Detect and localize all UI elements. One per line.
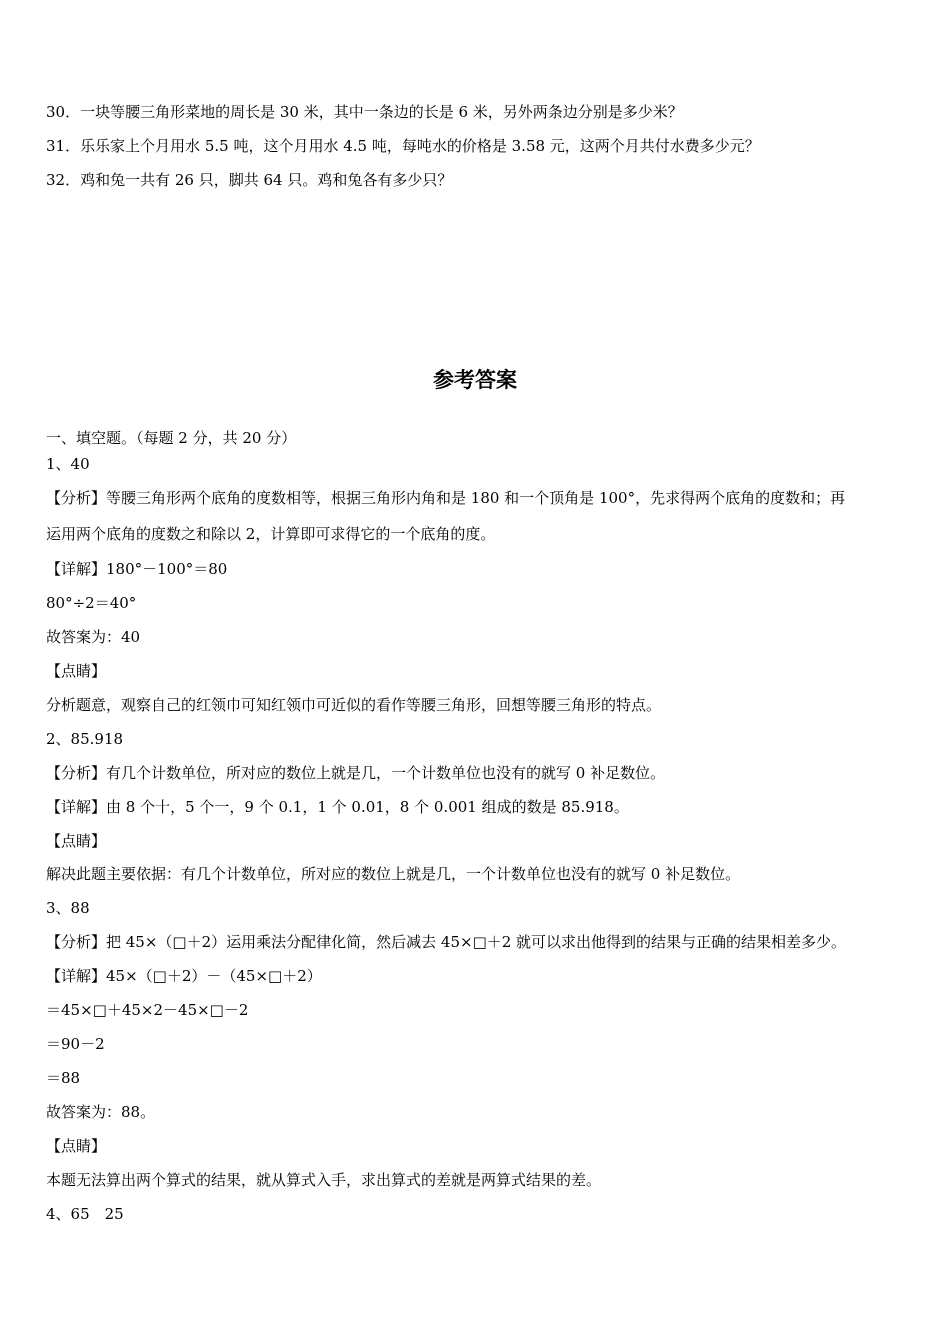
answer-3-detail-line-2: ＝45×□＋45×2－45×□－2 [46,1001,249,1019]
answer-1-conclusion: 故答案为：40 [46,628,141,646]
answer-2-remark-label: 【点睛】 [46,832,107,850]
answer-3-number: 3、88 [46,899,90,917]
answer-1-remark-label: 【点睛】 [46,662,107,680]
answer-3-remark-label: 【点睛】 [46,1137,107,1155]
answer-4-number: 4、65 25 [46,1205,124,1223]
answer-3-analysis: 【分析】把 45×（□＋2）运用乘法分配律化简，然后减去 45×□＋2 就可以求出他得到的结果与正确的结果相差多少。 [46,933,847,951]
answer-3-detail-line-4: ＝88 [46,1069,81,1087]
answer-1-detail-line-2: 80°÷2＝40° [46,594,137,612]
answer-1-remark: 分析题意，观察自己的红领巾可知红领巾可近似的看作等腰三角形，回想等腰三角形的特点。 [46,696,662,714]
question-30: 30．一块等腰三角形菜地的周长是 30 米，其中一条边的长是 6 米，另外两条边分别是多少米？ [46,103,683,121]
answers-title: 参考答案 [433,368,517,392]
question-31: 31．乐乐家上个月用水 5.5 吨，这个月用水 4.5 吨，每吨水的价格是 3.58 元，这两个月共付水费多少元？ [46,137,760,155]
section-heading: 一、填空题。（每题 2 分，共 20 分） [46,429,297,447]
answer-1-number: 1、40 [46,455,90,473]
answer-2-remark: 解决此题主要依据：有几个计数单位，所对应的数位上就是几，一个计数单位也没有的就写 0 补足数位。 [46,865,741,883]
answer-2-detail: 【详解】由 8 个十，5 个一，9 个 0.1，1 个 0.01，8 个 0.001 组成的数是 85.918。 [46,798,629,816]
answer-2-analysis: 【分析】有几个计数单位，所对应的数位上就是几，一个计数单位也没有的就写 0 补足数位。 [46,764,666,782]
question-32: 32．鸡和兔一共有 26 只，脚共 64 只。鸡和兔各有多少只？ [46,171,453,189]
answer-3-detail-line-3: ＝90－2 [46,1035,105,1053]
answer-3-detail-line-1: 【详解】45×（□＋2）－（45×□＋2） [46,967,322,985]
answer-1-analysis-line-2: 运用两个底角的度数之和除以 2，计算即可求得它的一个底角的度。 [46,525,496,543]
answer-3-conclusion: 故答案为：88。 [46,1103,156,1121]
answer-3-remark: 本题无法算出两个算式的结果，就从算式入手，求出算式的差就是两算式结果的差。 [46,1171,602,1189]
answer-1-detail-line-1: 【详解】180°－100°＝80 [46,560,228,578]
answer-2-number: 2、85.918 [46,730,124,748]
answer-1-analysis-line-1: 【分析】等腰三角形两个底角的度数相等，根据三角形内角和是 180 和一个顶角是 100°，先求得两个底角的度数和；再 [46,489,846,507]
